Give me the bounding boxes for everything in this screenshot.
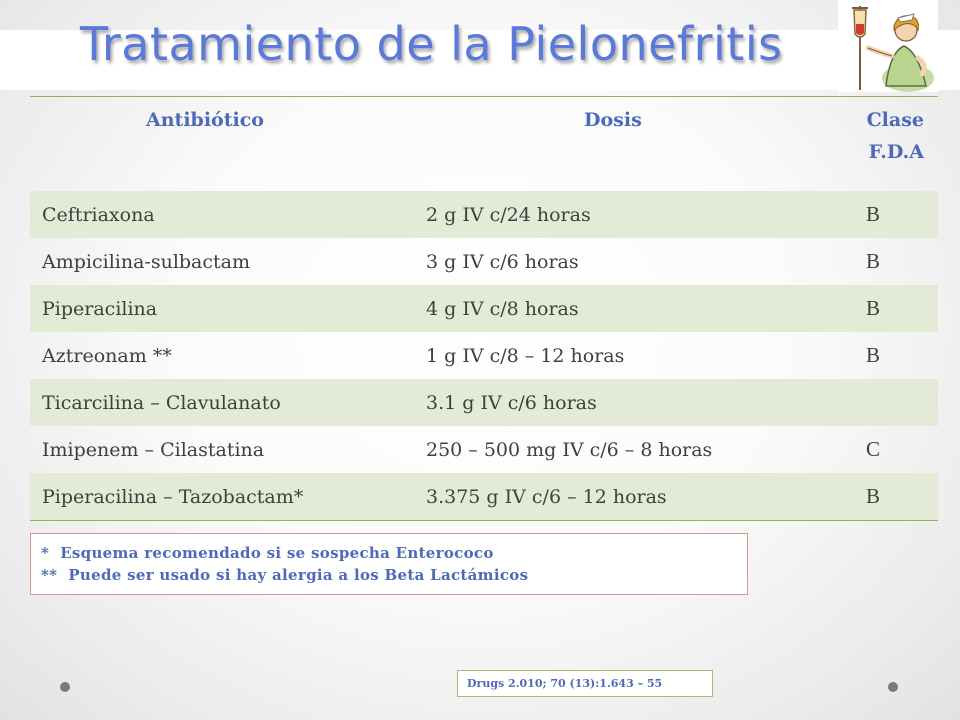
cell-dose: 3.375 g IV c/6 – 12 horas [416,473,860,521]
footnote-box [30,533,748,595]
table-row [30,238,938,285]
cell-class: B [866,343,881,367]
header-dose: Dosis [584,109,642,131]
table-row [30,473,938,521]
cell-antibiotic: Ceftriaxona [30,191,416,238]
cell-dose: 2 g IV c/24 horas [416,191,860,238]
cell-antibiotic: Ampicilina-sulbactam [42,250,251,273]
cell-class: B [860,473,938,521]
cell-dose: 1 g IV c/8 – 12 horas [426,344,625,367]
cell-dose: 250 – 500 mg IV c/6 – 8 horas [426,438,713,461]
header-fda-class-line2: F.D.A [868,141,924,163]
bullet-dot-left [60,682,70,692]
cell-class: B [866,249,881,273]
footnote-enterococo: * Esquema recomendado si se sospecha Enterococo [41,544,494,562]
nurse-iv-clipart-icon [838,0,938,92]
table-top-rule [30,96,938,97]
cell-class: C [866,437,881,461]
antibiotic-dose-table [30,98,938,521]
cell-antibiotic: Piperacilina – Tazobactam* [30,473,416,521]
cell-antibiotic: Imipenem – Cilastatina [42,438,265,461]
footnote-beta-lactam-allergy: ** Puede ser usado si hay alergia a los Beta Lactámicos [41,566,529,584]
slide-title: Tratamiento de la Pielonefritis [80,17,783,71]
header-antibiotic: Antibiótico [146,109,264,131]
cell-dose: 4 g IV c/8 horas [416,285,860,332]
header-fda-class [860,98,938,191]
cell-dose: 3 g IV c/6 horas [426,250,579,273]
cell-antibiotic: Piperacilina [30,285,416,332]
cell-antibiotic: Aztreonam ** [42,344,172,367]
cell-antibiotic: Ticarcilina – Clavulanato [30,379,416,426]
cell-dose: 3.1 g IV c/6 horas [416,379,860,426]
table-header-row [30,98,938,191]
cell-class: B [860,191,938,238]
bullet-dot-right [888,682,898,692]
table-row [30,379,938,426]
cell-class: B [860,285,938,332]
table-row [30,332,938,379]
table-row [30,285,938,332]
table-row [30,191,938,238]
header-fda-class-line1: Clase [866,109,924,131]
table-row [30,426,938,473]
cell-class [860,379,938,426]
citation-reference: Drugs 2.010; 70 (13):1.643 – 55 [457,670,713,697]
